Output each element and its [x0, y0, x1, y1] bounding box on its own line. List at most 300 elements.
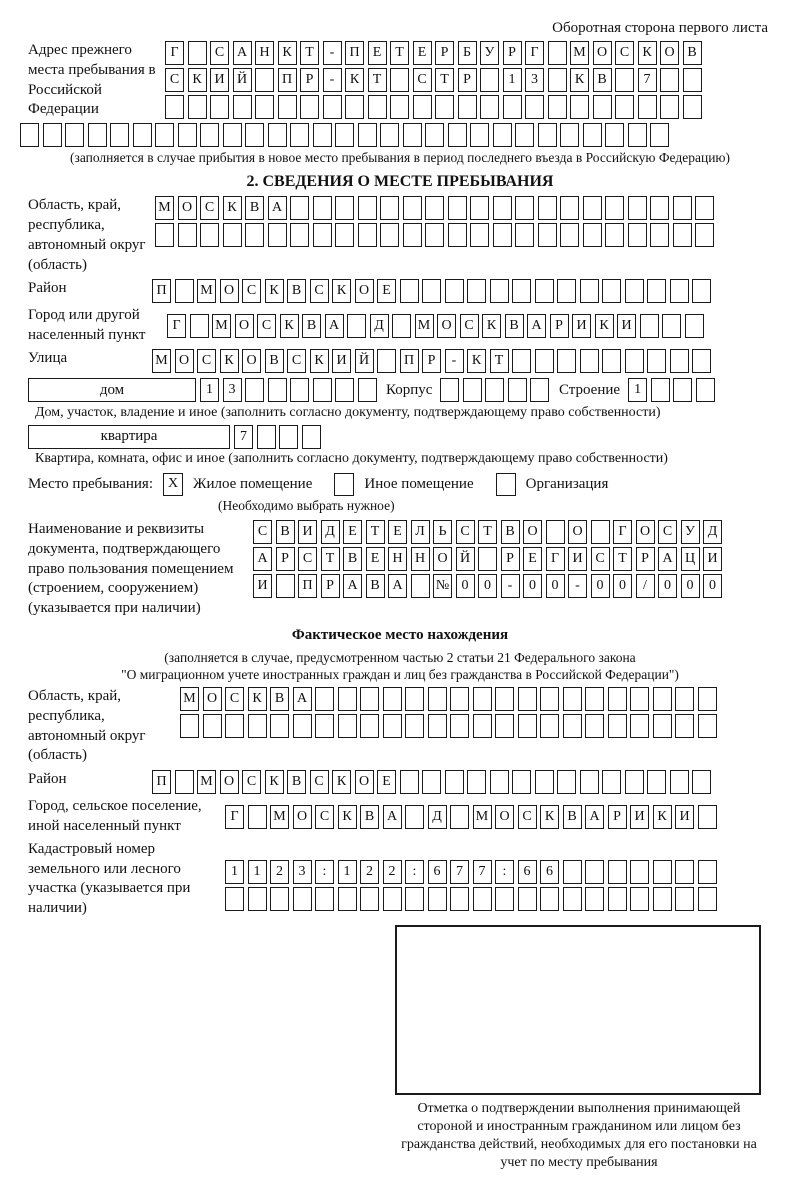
- char-cell[interactable]: Е: [343, 520, 362, 544]
- char-cell[interactable]: А: [383, 805, 402, 829]
- char-cell[interactable]: 0: [658, 574, 677, 598]
- char-cell[interactable]: Д: [321, 520, 340, 544]
- char-cell[interactable]: Е: [388, 520, 407, 544]
- char-cell[interactable]: [400, 770, 419, 794]
- char-cell[interactable]: [448, 223, 467, 247]
- char-cell[interactable]: О: [495, 805, 514, 829]
- char-cell[interactable]: К: [278, 41, 297, 65]
- char-cell[interactable]: [602, 349, 621, 373]
- char-cell[interactable]: [698, 887, 717, 911]
- char-cell[interactable]: О: [203, 687, 222, 711]
- char-cell[interactable]: [458, 95, 477, 119]
- char-cell[interactable]: [560, 223, 579, 247]
- char-cell[interactable]: [175, 279, 194, 303]
- char-cell[interactable]: С: [165, 68, 184, 92]
- char-cell[interactable]: [380, 223, 399, 247]
- char-cell[interactable]: С: [287, 349, 306, 373]
- char-cell[interactable]: Е: [377, 770, 396, 794]
- char-cell[interactable]: Т: [435, 68, 454, 92]
- char-cell[interactable]: С: [310, 279, 329, 303]
- char-cell[interactable]: [515, 196, 534, 220]
- char-cell[interactable]: 2: [270, 860, 289, 884]
- char-cell[interactable]: [493, 223, 512, 247]
- char-cell[interactable]: К: [345, 68, 364, 92]
- char-cell[interactable]: Д: [703, 520, 722, 544]
- char-cell[interactable]: Д: [370, 314, 389, 338]
- char-cell[interactable]: К: [248, 687, 267, 711]
- char-cell[interactable]: С: [591, 547, 610, 571]
- char-cell[interactable]: С: [658, 520, 677, 544]
- char-cell[interactable]: [512, 349, 531, 373]
- char-cell[interactable]: Б: [458, 41, 477, 65]
- char-cell[interactable]: 1: [338, 860, 357, 884]
- char-cell[interactable]: М: [155, 196, 174, 220]
- char-cell[interactable]: [335, 223, 354, 247]
- char-cell[interactable]: [660, 68, 679, 92]
- char-cell[interactable]: [602, 770, 621, 794]
- char-cell[interactable]: [628, 196, 647, 220]
- char-cell[interactable]: [692, 770, 711, 794]
- char-cell[interactable]: [188, 95, 207, 119]
- char-cell[interactable]: П: [152, 770, 171, 794]
- char-cell[interactable]: [563, 860, 582, 884]
- char-cell[interactable]: [403, 123, 422, 147]
- char-cell[interactable]: [535, 349, 554, 373]
- char-cell[interactable]: [540, 714, 559, 738]
- char-cell[interactable]: В: [270, 687, 289, 711]
- char-cell[interactable]: А: [658, 547, 677, 571]
- char-cell[interactable]: С: [210, 41, 229, 65]
- char-cell[interactable]: В: [276, 520, 295, 544]
- char-cell[interactable]: [450, 687, 469, 711]
- char-cell[interactable]: [248, 887, 267, 911]
- char-cell[interactable]: [698, 687, 717, 711]
- char-cell[interactable]: В: [360, 805, 379, 829]
- char-cell[interactable]: [268, 223, 287, 247]
- char-cell[interactable]: [695, 223, 714, 247]
- char-cell[interactable]: 6: [428, 860, 447, 884]
- char-cell[interactable]: [200, 123, 219, 147]
- char-cell[interactable]: [580, 279, 599, 303]
- char-cell[interactable]: 0: [681, 574, 700, 598]
- char-cell[interactable]: [583, 223, 602, 247]
- char-cell[interactable]: А: [268, 196, 287, 220]
- char-cell[interactable]: [188, 41, 207, 65]
- char-cell[interactable]: [546, 520, 565, 544]
- char-cell[interactable]: [673, 378, 692, 402]
- char-cell[interactable]: [508, 378, 527, 402]
- char-cell[interactable]: И: [298, 520, 317, 544]
- char-cell[interactable]: В: [287, 770, 306, 794]
- char-cell[interactable]: Д: [428, 805, 447, 829]
- char-cell[interactable]: К: [332, 770, 351, 794]
- char-cell[interactable]: [225, 887, 244, 911]
- char-cell[interactable]: [110, 123, 129, 147]
- char-cell[interactable]: [380, 196, 399, 220]
- char-cell[interactable]: А: [253, 547, 272, 571]
- char-cell[interactable]: О: [433, 547, 452, 571]
- char-cell[interactable]: [495, 714, 514, 738]
- char-cell[interactable]: 1: [503, 68, 522, 92]
- char-cell[interactable]: :: [405, 860, 424, 884]
- char-cell[interactable]: 7: [473, 860, 492, 884]
- char-cell[interactable]: О: [568, 520, 587, 544]
- char-cell[interactable]: [279, 425, 298, 449]
- char-cell[interactable]: 0: [703, 574, 722, 598]
- char-cell[interactable]: П: [152, 279, 171, 303]
- char-cell[interactable]: [585, 687, 604, 711]
- char-cell[interactable]: [473, 714, 492, 738]
- char-cell[interactable]: С: [257, 314, 276, 338]
- char-cell[interactable]: М: [473, 805, 492, 829]
- char-cell[interactable]: [313, 378, 332, 402]
- char-cell[interactable]: Л: [411, 520, 430, 544]
- char-cell[interactable]: [450, 714, 469, 738]
- char-cell[interactable]: [248, 714, 267, 738]
- char-cell[interactable]: [377, 349, 396, 373]
- char-cell[interactable]: Т: [321, 547, 340, 571]
- char-cell[interactable]: [605, 196, 624, 220]
- char-cell[interactable]: [540, 887, 559, 911]
- char-cell[interactable]: М: [415, 314, 434, 338]
- char-cell[interactable]: [88, 123, 107, 147]
- char-cell[interactable]: [290, 196, 309, 220]
- char-cell[interactable]: [535, 770, 554, 794]
- char-cell[interactable]: Е: [377, 279, 396, 303]
- char-cell[interactable]: А: [388, 574, 407, 598]
- char-cell[interactable]: С: [253, 520, 272, 544]
- char-cell[interactable]: [675, 860, 694, 884]
- char-cell[interactable]: [255, 95, 274, 119]
- char-cell[interactable]: О: [178, 196, 197, 220]
- char-cell[interactable]: [583, 123, 602, 147]
- char-cell[interactable]: М: [212, 314, 231, 338]
- char-cell[interactable]: П: [298, 574, 317, 598]
- char-cell[interactable]: [405, 714, 424, 738]
- char-cell[interactable]: С: [456, 520, 475, 544]
- char-cell[interactable]: [630, 687, 649, 711]
- char-cell[interactable]: К: [338, 805, 357, 829]
- char-cell[interactable]: [478, 547, 497, 571]
- char-cell[interactable]: [548, 41, 567, 65]
- char-cell[interactable]: С: [315, 805, 334, 829]
- char-cell[interactable]: Ц: [681, 547, 700, 571]
- char-cell[interactable]: [315, 687, 334, 711]
- char-cell[interactable]: -: [568, 574, 587, 598]
- char-cell[interactable]: С: [460, 314, 479, 338]
- char-cell[interactable]: Т: [390, 41, 409, 65]
- char-cell[interactable]: [180, 714, 199, 738]
- char-cell[interactable]: [580, 770, 599, 794]
- char-cell[interactable]: [651, 378, 670, 402]
- char-cell[interactable]: [335, 196, 354, 220]
- char-cell[interactable]: [525, 95, 544, 119]
- char-cell[interactable]: 0: [591, 574, 610, 598]
- char-cell[interactable]: Р: [503, 41, 522, 65]
- char-cell[interactable]: [473, 887, 492, 911]
- char-cell[interactable]: [515, 123, 534, 147]
- char-cell[interactable]: 2: [383, 860, 402, 884]
- char-cell[interactable]: [591, 520, 610, 544]
- char-cell[interactable]: 0: [613, 574, 632, 598]
- char-cell[interactable]: [683, 95, 702, 119]
- char-cell[interactable]: [400, 279, 419, 303]
- char-cell[interactable]: Т: [613, 547, 632, 571]
- char-cell[interactable]: 0: [546, 574, 565, 598]
- checkbox-inoe[interactable]: [334, 473, 354, 496]
- char-cell[interactable]: [448, 123, 467, 147]
- char-cell[interactable]: [268, 378, 287, 402]
- char-cell[interactable]: [615, 68, 634, 92]
- char-cell[interactable]: Е: [368, 41, 387, 65]
- char-cell[interactable]: [302, 425, 321, 449]
- char-cell[interactable]: [548, 68, 567, 92]
- char-cell[interactable]: К: [595, 314, 614, 338]
- confirmation-stamp-box[interactable]: [395, 925, 761, 1095]
- char-cell[interactable]: [585, 860, 604, 884]
- char-cell[interactable]: Н: [255, 41, 274, 65]
- char-cell[interactable]: 7: [234, 425, 253, 449]
- char-cell[interactable]: [233, 95, 252, 119]
- char-cell[interactable]: [560, 196, 579, 220]
- char-cell[interactable]: К: [332, 279, 351, 303]
- char-cell[interactable]: [245, 378, 264, 402]
- char-cell[interactable]: Р: [321, 574, 340, 598]
- char-cell[interactable]: Г: [525, 41, 544, 65]
- char-cell[interactable]: -: [445, 349, 464, 373]
- char-cell[interactable]: [313, 196, 332, 220]
- char-cell[interactable]: [638, 95, 657, 119]
- char-cell[interactable]: [223, 223, 242, 247]
- char-cell[interactable]: 6: [540, 860, 559, 884]
- char-cell[interactable]: Г: [613, 520, 632, 544]
- char-cell[interactable]: [605, 123, 624, 147]
- char-cell[interactable]: [670, 770, 689, 794]
- char-cell[interactable]: [557, 279, 576, 303]
- char-cell[interactable]: О: [355, 279, 374, 303]
- char-cell[interactable]: К: [467, 349, 486, 373]
- char-cell[interactable]: [535, 279, 554, 303]
- char-cell[interactable]: В: [501, 520, 520, 544]
- char-cell[interactable]: [270, 714, 289, 738]
- char-cell[interactable]: М: [152, 349, 171, 373]
- char-cell[interactable]: 0: [478, 574, 497, 598]
- char-cell[interactable]: [65, 123, 84, 147]
- char-cell[interactable]: О: [220, 770, 239, 794]
- char-cell[interactable]: [390, 95, 409, 119]
- char-cell[interactable]: Е: [366, 547, 385, 571]
- char-cell[interactable]: [467, 279, 486, 303]
- char-cell[interactable]: [675, 687, 694, 711]
- char-cell[interactable]: [467, 770, 486, 794]
- char-cell[interactable]: [630, 860, 649, 884]
- char-cell[interactable]: [490, 770, 509, 794]
- char-cell[interactable]: [345, 95, 364, 119]
- char-cell[interactable]: [422, 770, 441, 794]
- char-cell[interactable]: [538, 196, 557, 220]
- char-cell[interactable]: С: [242, 770, 261, 794]
- char-cell[interactable]: В: [593, 68, 612, 92]
- char-cell[interactable]: К: [188, 68, 207, 92]
- char-cell[interactable]: [630, 887, 649, 911]
- char-cell[interactable]: [360, 687, 379, 711]
- char-cell[interactable]: Т: [300, 41, 319, 65]
- char-cell[interactable]: [485, 378, 504, 402]
- char-cell[interactable]: [383, 687, 402, 711]
- char-cell[interactable]: [223, 123, 242, 147]
- char-cell[interactable]: Р: [435, 41, 454, 65]
- char-cell[interactable]: [605, 223, 624, 247]
- char-cell[interactable]: [405, 687, 424, 711]
- char-cell[interactable]: П: [400, 349, 419, 373]
- char-cell[interactable]: С: [298, 547, 317, 571]
- char-cell[interactable]: К: [220, 349, 239, 373]
- char-cell[interactable]: [315, 887, 334, 911]
- char-cell[interactable]: В: [287, 279, 306, 303]
- char-cell[interactable]: С: [615, 41, 634, 65]
- char-cell[interactable]: И: [703, 547, 722, 571]
- char-cell[interactable]: [428, 714, 447, 738]
- char-cell[interactable]: [245, 123, 264, 147]
- char-cell[interactable]: [698, 805, 717, 829]
- char-cell[interactable]: [20, 123, 39, 147]
- char-cell[interactable]: О: [220, 279, 239, 303]
- char-cell[interactable]: Р: [276, 547, 295, 571]
- char-cell[interactable]: [493, 196, 512, 220]
- char-cell[interactable]: [692, 349, 711, 373]
- char-cell[interactable]: [650, 223, 669, 247]
- char-cell[interactable]: Г: [546, 547, 565, 571]
- char-cell[interactable]: А: [527, 314, 546, 338]
- char-cell[interactable]: [563, 714, 582, 738]
- char-cell[interactable]: [670, 349, 689, 373]
- char-cell[interactable]: 1: [225, 860, 244, 884]
- char-cell[interactable]: Ь: [433, 520, 452, 544]
- char-cell[interactable]: [155, 123, 174, 147]
- char-cell[interactable]: Н: [411, 547, 430, 571]
- char-cell[interactable]: [608, 887, 627, 911]
- char-cell[interactable]: Т: [478, 520, 497, 544]
- char-cell[interactable]: Г: [225, 805, 244, 829]
- char-cell[interactable]: [425, 123, 444, 147]
- char-cell[interactable]: 2: [360, 860, 379, 884]
- char-cell[interactable]: А: [233, 41, 252, 65]
- char-cell[interactable]: [698, 714, 717, 738]
- char-cell[interactable]: [425, 196, 444, 220]
- char-cell[interactable]: [585, 714, 604, 738]
- char-cell[interactable]: С: [413, 68, 432, 92]
- char-cell[interactable]: [653, 860, 672, 884]
- char-cell[interactable]: [673, 196, 692, 220]
- char-cell[interactable]: М: [197, 770, 216, 794]
- char-cell[interactable]: [647, 349, 666, 373]
- char-cell[interactable]: [448, 196, 467, 220]
- char-cell[interactable]: [335, 123, 354, 147]
- char-cell[interactable]: В: [563, 805, 582, 829]
- char-cell[interactable]: С: [200, 196, 219, 220]
- char-cell[interactable]: -: [323, 68, 342, 92]
- char-cell[interactable]: -: [501, 574, 520, 598]
- char-cell[interactable]: [673, 223, 692, 247]
- char-cell[interactable]: [548, 95, 567, 119]
- char-cell[interactable]: 0: [523, 574, 542, 598]
- char-cell[interactable]: [512, 770, 531, 794]
- char-cell[interactable]: [695, 196, 714, 220]
- char-cell[interactable]: [175, 770, 194, 794]
- char-cell[interactable]: :: [315, 860, 334, 884]
- char-cell[interactable]: К: [638, 41, 657, 65]
- char-cell[interactable]: [662, 314, 681, 338]
- char-cell[interactable]: Р: [550, 314, 569, 338]
- char-cell[interactable]: В: [245, 196, 264, 220]
- char-cell[interactable]: М: [270, 805, 289, 829]
- char-cell[interactable]: [685, 314, 704, 338]
- char-cell[interactable]: [165, 95, 184, 119]
- char-cell[interactable]: [315, 714, 334, 738]
- char-cell[interactable]: [593, 95, 612, 119]
- char-cell[interactable]: [405, 887, 424, 911]
- char-cell[interactable]: [512, 279, 531, 303]
- char-cell[interactable]: [675, 714, 694, 738]
- char-cell[interactable]: [300, 95, 319, 119]
- char-cell[interactable]: И: [675, 805, 694, 829]
- char-cell[interactable]: [392, 314, 411, 338]
- char-cell[interactable]: В: [683, 41, 702, 65]
- char-cell[interactable]: [450, 805, 469, 829]
- char-cell[interactable]: [257, 425, 276, 449]
- char-cell[interactable]: [290, 378, 309, 402]
- char-cell[interactable]: О: [175, 349, 194, 373]
- char-cell[interactable]: [608, 714, 627, 738]
- char-cell[interactable]: [445, 770, 464, 794]
- char-cell[interactable]: И: [332, 349, 351, 373]
- char-cell[interactable]: [683, 68, 702, 92]
- char-cell[interactable]: А: [343, 574, 362, 598]
- char-cell[interactable]: [630, 714, 649, 738]
- char-cell[interactable]: [580, 349, 599, 373]
- char-cell[interactable]: [245, 223, 264, 247]
- char-cell[interactable]: [495, 687, 514, 711]
- char-cell[interactable]: №: [433, 574, 452, 598]
- char-cell[interactable]: [383, 887, 402, 911]
- char-cell[interactable]: [653, 887, 672, 911]
- char-cell[interactable]: [540, 687, 559, 711]
- checkbox-zhiloe[interactable]: X: [163, 473, 183, 496]
- char-cell[interactable]: [670, 279, 689, 303]
- char-cell[interactable]: [563, 687, 582, 711]
- char-cell[interactable]: В: [505, 314, 524, 338]
- char-cell[interactable]: В: [302, 314, 321, 338]
- char-cell[interactable]: 0: [456, 574, 475, 598]
- char-cell[interactable]: [383, 714, 402, 738]
- char-cell[interactable]: Р: [501, 547, 520, 571]
- char-cell[interactable]: [450, 887, 469, 911]
- char-cell[interactable]: [405, 805, 424, 829]
- char-cell[interactable]: [653, 714, 672, 738]
- char-cell[interactable]: [602, 279, 621, 303]
- char-cell[interactable]: И: [572, 314, 591, 338]
- char-cell[interactable]: [43, 123, 62, 147]
- char-cell[interactable]: 1: [628, 378, 647, 402]
- char-cell[interactable]: [403, 196, 422, 220]
- char-cell[interactable]: [480, 95, 499, 119]
- char-cell[interactable]: [323, 95, 342, 119]
- char-cell[interactable]: Р: [636, 547, 655, 571]
- char-cell[interactable]: Н: [388, 547, 407, 571]
- char-cell[interactable]: О: [437, 314, 456, 338]
- char-cell[interactable]: [470, 223, 489, 247]
- char-cell[interactable]: [313, 223, 332, 247]
